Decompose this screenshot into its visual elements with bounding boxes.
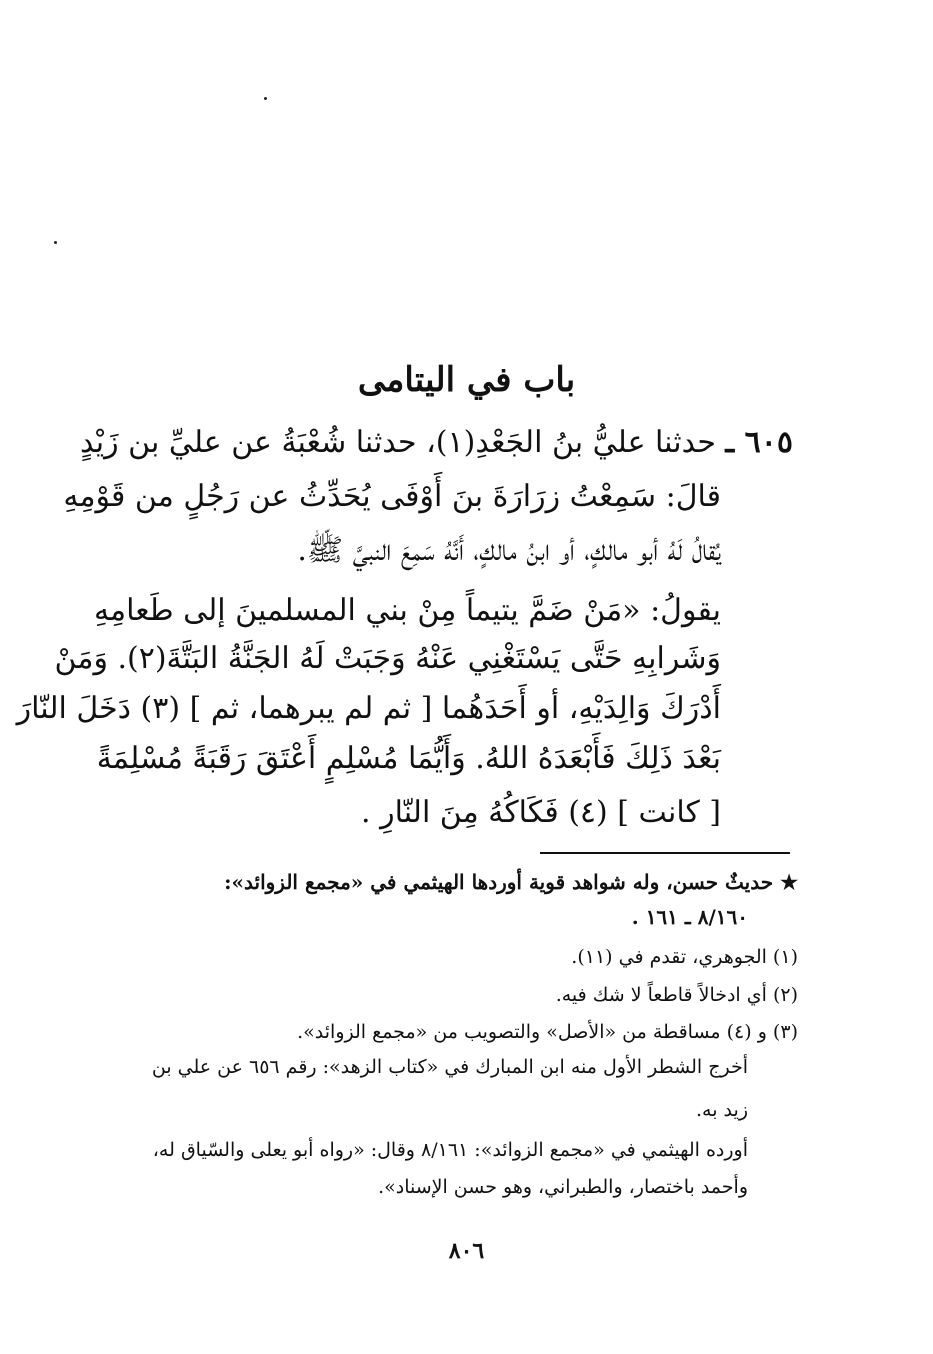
hadith-line-7: بَعْدَ ذَلِكَ فَأَبْعَدَهُ اللهُ. وَأَيُّمَا مُسْلِمٍ أَعْتَقَ رَقَبَةً مُسْلِمَةً [96, 741, 721, 776]
footnote-extra-1-line-1: أخرج الشطر الأول منه ابن المبارك في «كتاب الزهد»: رقم ٦٥٦ عن علي بن [151, 1056, 748, 1078]
footnote-extra-1-line-2: زيد به. [696, 1099, 748, 1121]
footnote-3: (٣) و (٤) مساقطة من «الأصل» والتصويب من «مجمع الزوائد». [297, 1021, 798, 1043]
footnote-1: (١) الجوهري، تقدم في (١١). [571, 946, 798, 968]
hadith-text: حدثنا عليُّ بنُ الجَعْدِ(١)، حدثنا شُعْبَةُ عن عليِّ بن زَيْدٍ [79, 425, 716, 460]
grade-line-1: ★ حديثٌ حسن، وله شواهد قوية أوردها الهيثمي في «مجمع الزوائد»: [224, 870, 798, 894]
hadith-line-6: أَدْرَكَ وَالِدَيْهِ، أو أَحَدَهُما [ ثم لم يبرهما، ثم ] (٣) دَخَلَ النّارَ [16, 691, 721, 726]
scan-speck [54, 241, 57, 244]
page-number: ٨٠٦ [448, 1238, 485, 1264]
hadith-line-1 [80, 416, 793, 470]
footnote-extra-2-line-2: وأحمد باختصار، والطبراني، وهو حسن الإسناد». [378, 1176, 748, 1198]
hadith-number: ٦٠٥ ـ [725, 425, 793, 460]
hadith-line-3: يُقالُ لَهُ أبو مالكٍ، أو ابنُ مالكٍ، أَنَّهُ سَمِعَ النبيَّ ﷺ. [297, 533, 721, 568]
hadith-line-5: وَشَرابِهِ حَتَّى يَسْتَغْنِي عَنْهُ وَجَبَتْ لَهُ الجَنَّةُ البَتَّةَ(٢). وَمَنْ [54, 641, 721, 676]
footnote-separator [540, 852, 790, 854]
footnote-extra-2-line-1: أورده الهيثمي في «مجمع الزوائد»: ٨/١٦١ وقال: «رواه أبو يعلى والسّياق له، [152, 1139, 748, 1161]
hadith-line-8: [ كانت ] (٤) فَكَاكُهُ مِنَ النّارِ . [361, 795, 721, 830]
scan-speck [264, 97, 267, 100]
chapter-title: باب في اليتامى [357, 360, 576, 400]
grade-line-2: ٨/١٦٠ ـ ١٦١ . [631, 905, 748, 929]
hadith-line-4: يقولُ: «مَنْ ضَمَّ يتيماً مِنْ بني المسلمينَ إلى طَعامِهِ [93, 593, 721, 628]
hadith-line-2: قالَ: سَمِعْتُ زرَارَةَ بنَ أَوْفَى يُحَدِّثُ عن رَجُلٍ من قَوْمِهِ [63, 479, 721, 514]
footnote-2: (٢) أي ادخالاً قاطعاً لا شك فيه. [555, 984, 798, 1006]
